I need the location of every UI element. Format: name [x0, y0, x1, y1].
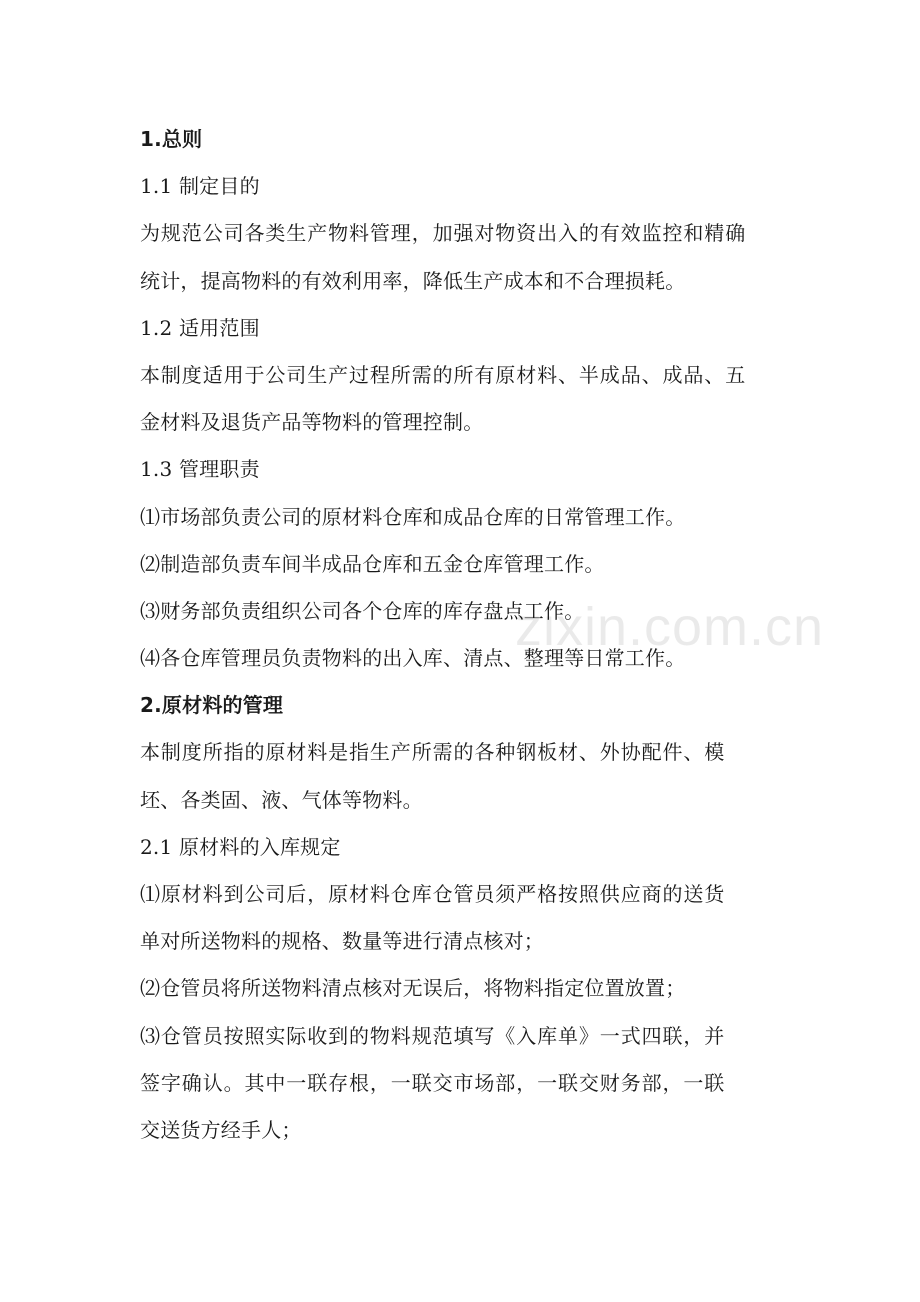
- list-item: ⑴原材料到公司后，原材料仓库仓管员须严格按照供应商的送货: [140, 882, 726, 906]
- list-item: 单对所送物料的规格、数量等进行清点核对；: [140, 929, 544, 954]
- list-item: ⑴市场部负责公司的原材料仓库和成品仓库的日常管理工作。: [140, 504, 686, 529]
- paragraph-line: 本制度所指的原材料是指生产所需的各种钢板材、外协配件、模: [140, 740, 726, 765]
- section-heading: 1.总则: [140, 127, 203, 151]
- paragraph-line: 为规范公司各类生产物料管理，加强对物资出入的有效监控和精确: [140, 221, 747, 246]
- list-item: ⑶财务部负责组织公司各个仓库的库存盘点工作。: [140, 598, 585, 623]
- paragraph-line: 统计，提高物料的有效利用率，降低生产成本和不合理损耗。: [140, 268, 686, 293]
- list-item: ⑵仓管员将所送物料清点核对无误后，将物料指定位置放置；: [140, 976, 686, 1001]
- subsection-heading: 2.1 原材料的入库规定: [140, 834, 341, 859]
- paragraph-line: 金材料及退货产品等物料的管理控制。: [140, 410, 484, 435]
- section-heading: 2.原材料的管理: [140, 693, 284, 718]
- paragraph-line: 本制度适用于公司生产过程所需的所有原材料、半成品、成品、五: [140, 362, 747, 387]
- list-item: ⑵制造部负责车间半成品仓库和五金仓库管理工作。: [140, 551, 605, 576]
- list-item: ⑷各仓库管理员负责物料的出入库、清点、整理等日常工作。: [140, 646, 686, 671]
- subsection-heading: 1.1 制定目的: [140, 174, 260, 199]
- list-item: 签字确认。其中一联存根，一联交市场部，一联交财务部，一联: [140, 1070, 726, 1095]
- subsection-heading: 1.2 适用范围: [140, 315, 260, 340]
- list-item: ⑶仓管员按照实际收到的物料规范填写《入库单》一式四联，并: [140, 1023, 726, 1048]
- watermark-text: zixin.com.cn: [515, 597, 825, 657]
- paragraph-line: 坯、各类固、液、气体等物料。: [140, 787, 423, 812]
- list-item: 交送货方经手人；: [140, 1117, 302, 1142]
- subsection-heading: 1.3 管理职责: [140, 457, 260, 482]
